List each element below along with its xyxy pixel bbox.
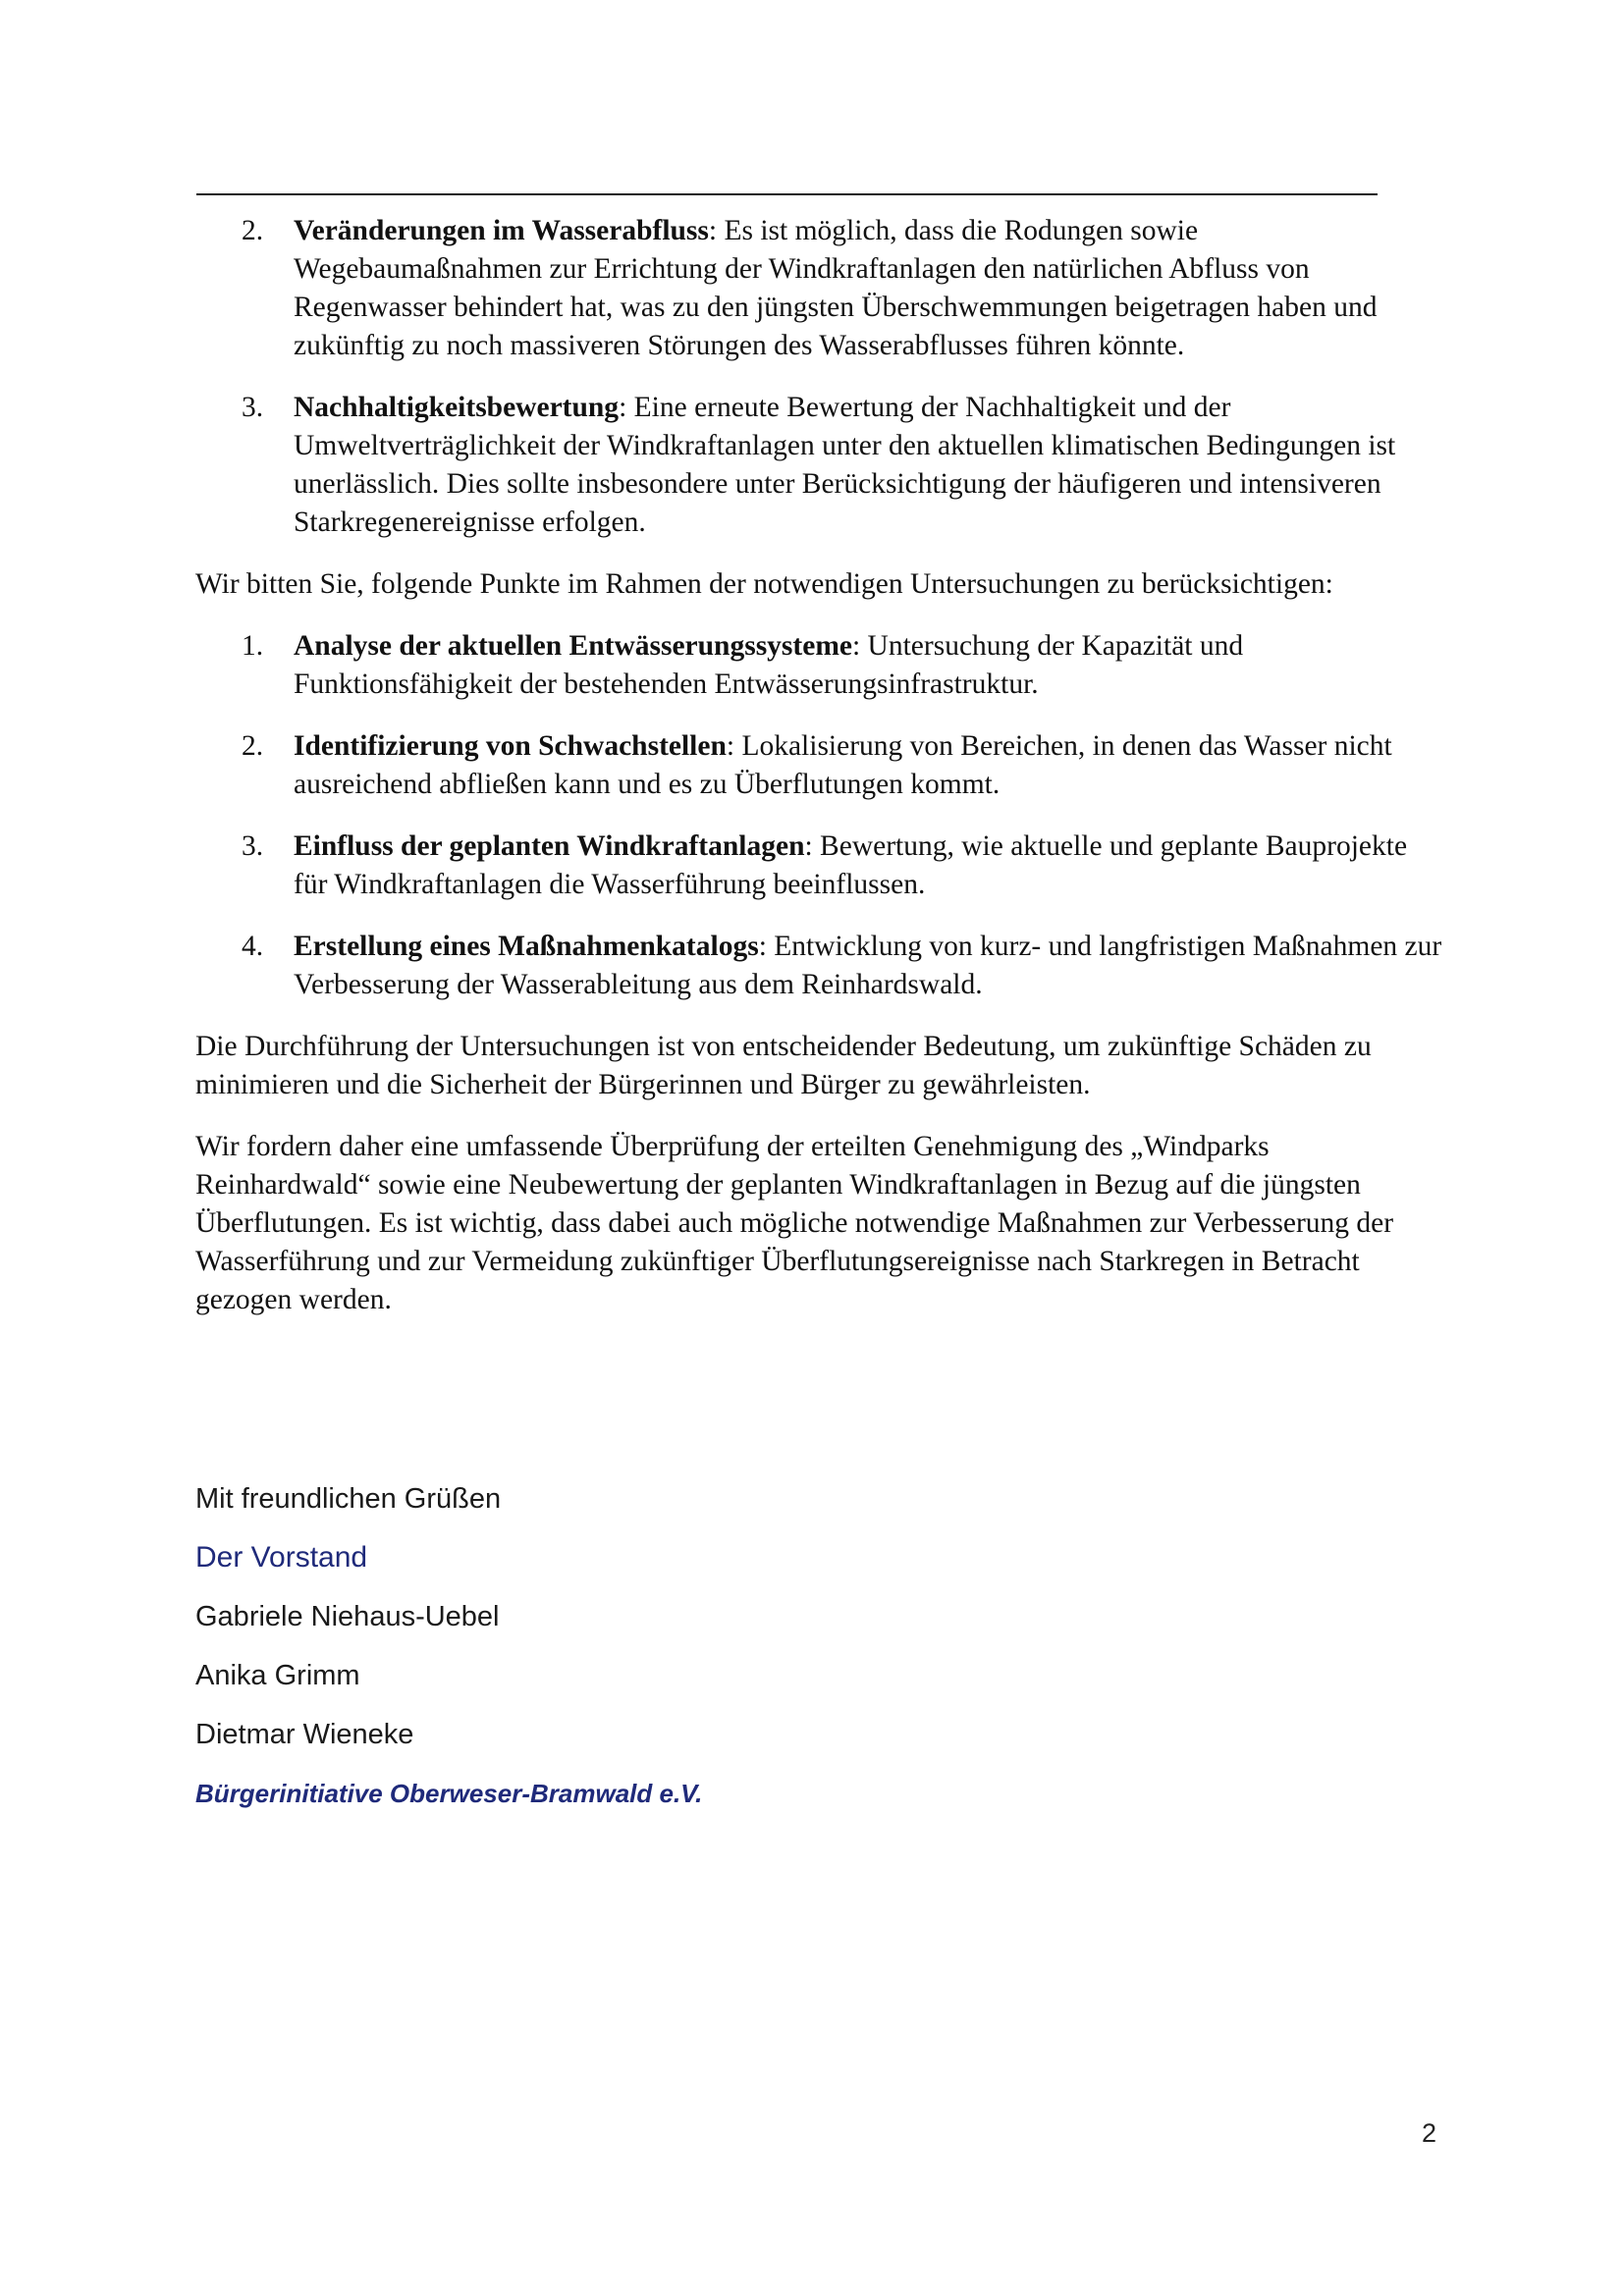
intro-paragraph: Wir bitten Sie, folgende Punkte im Rahmen der notwendigen Untersuchungen zu berücksichtigen: xyxy=(195,568,1333,600)
list-item-number: 3. xyxy=(242,392,264,423)
list-item-term: Nachhaltigkeitsbewertung xyxy=(294,392,620,423)
list-item xyxy=(195,389,1442,542)
list-item xyxy=(195,727,1442,804)
list-item xyxy=(195,828,1442,904)
signatory-name: Anika Grimm xyxy=(195,1660,360,1691)
list-item-number: 2. xyxy=(242,215,264,246)
board-title: Der Vorstand xyxy=(195,1541,368,1574)
letter-body xyxy=(195,212,1442,1343)
list-item-text: : Lokalisierung von Bereichen, in denen das Wasser nicht ausreichend abfließen kann und es zu Überflutungen kommt. xyxy=(294,730,1392,800)
organization-name: Bürgerinitiative Oberweser-Bramwald e.V. xyxy=(195,1779,703,1808)
list-item xyxy=(195,212,1442,365)
requests-list xyxy=(195,627,1442,1004)
list-item-term: Einfluss der geplanten Windkraftanlagen xyxy=(294,830,805,862)
page-number: 2 xyxy=(1422,2118,1437,2148)
signature-block xyxy=(195,1484,702,1838)
list-item-text: : Es ist möglich, dass die Rodungen sowie Wegebaumaßnahmen zur Errichtung der Windkraftanlagen den natürlichen Abfluss von Regenwasser behindert hat, was zu den jüngsten Überschwemmungen beigetragen haben und zukünftig zu noch massiveren Störungen des Wasserabflusses führen könnte. xyxy=(294,215,1378,361)
list-item-text: : Eine erneute Bewertung der Nachhaltigkeit und der Umweltverträglichkeit der Windkraftanlagen unter den aktuellen klimatischen Bedingungen ist unerlässlich. Dies sollte insbesondere unter Berücksichtigung der häufigeren und intensiveren Starkregenereignisse erfolgen. xyxy=(294,392,1396,538)
list-item-number: 3. xyxy=(242,830,264,862)
list-item-term: Identifizierung von Schwachstellen xyxy=(294,730,727,762)
list-item-term: Analyse der aktuellen Entwässerungssysteme xyxy=(294,630,852,662)
list-item-term: Veränderungen im Wasserabfluss xyxy=(294,215,709,246)
greeting: Mit freundlichen Grüßen xyxy=(195,1483,502,1515)
list-item-number: 2. xyxy=(242,730,264,762)
list-item-text: : Bewertung, wie aktuelle und geplante Bauprojekte für Windkraftanlagen die Wasserführung beeinflussen. xyxy=(294,830,1408,900)
list-item xyxy=(195,627,1442,704)
list-item-number: 4. xyxy=(242,931,264,962)
header-rule xyxy=(196,193,1378,195)
list-item-number: 1. xyxy=(242,630,264,662)
signatory-name: Dietmar Wieneke xyxy=(195,1719,414,1750)
concerns-list xyxy=(195,212,1442,542)
list-item-text: : Entwicklung von kurz- und langfristigen Maßnahmen zur Verbesserung der Wasserableitung aus dem Reinhardswald. xyxy=(294,931,1442,1000)
list-item-text: : Untersuchung der Kapazität und Funktionsfähigkeit der bestehenden Entwässerungsinfrastruktur. xyxy=(294,630,1244,700)
list-item-term: Erstellung eines Maßnahmenkatalogs xyxy=(294,931,759,962)
list-item xyxy=(195,928,1442,1004)
importance-paragraph: Die Durchführung der Untersuchungen ist von entscheidender Bedeutung, um zukünftige Schäden zu minimieren und die Sicherheit der Bürgerinnen und Bürger zu gewährleisten. xyxy=(195,1031,1372,1100)
demand-paragraph: Wir fordern daher eine umfassende Überprüfung der erteilten Genehmigung des „Windparks Reinhardwald“ sowie eine Neubewertung der geplanten Windkraftanlagen in Bezug auf die jüngsten Überflutungen. Es ist wichtig, dass dabei auch mögliche notwendige Maßnahmen zur Verbesserung der Wasserführung und zur Vermeidung zukünftiger Überflutungsereignisse nach Starkregen in Betracht gezogen werden. xyxy=(195,1131,1394,1315)
signatory-name: Gabriele Niehaus-Uebel xyxy=(195,1601,500,1632)
